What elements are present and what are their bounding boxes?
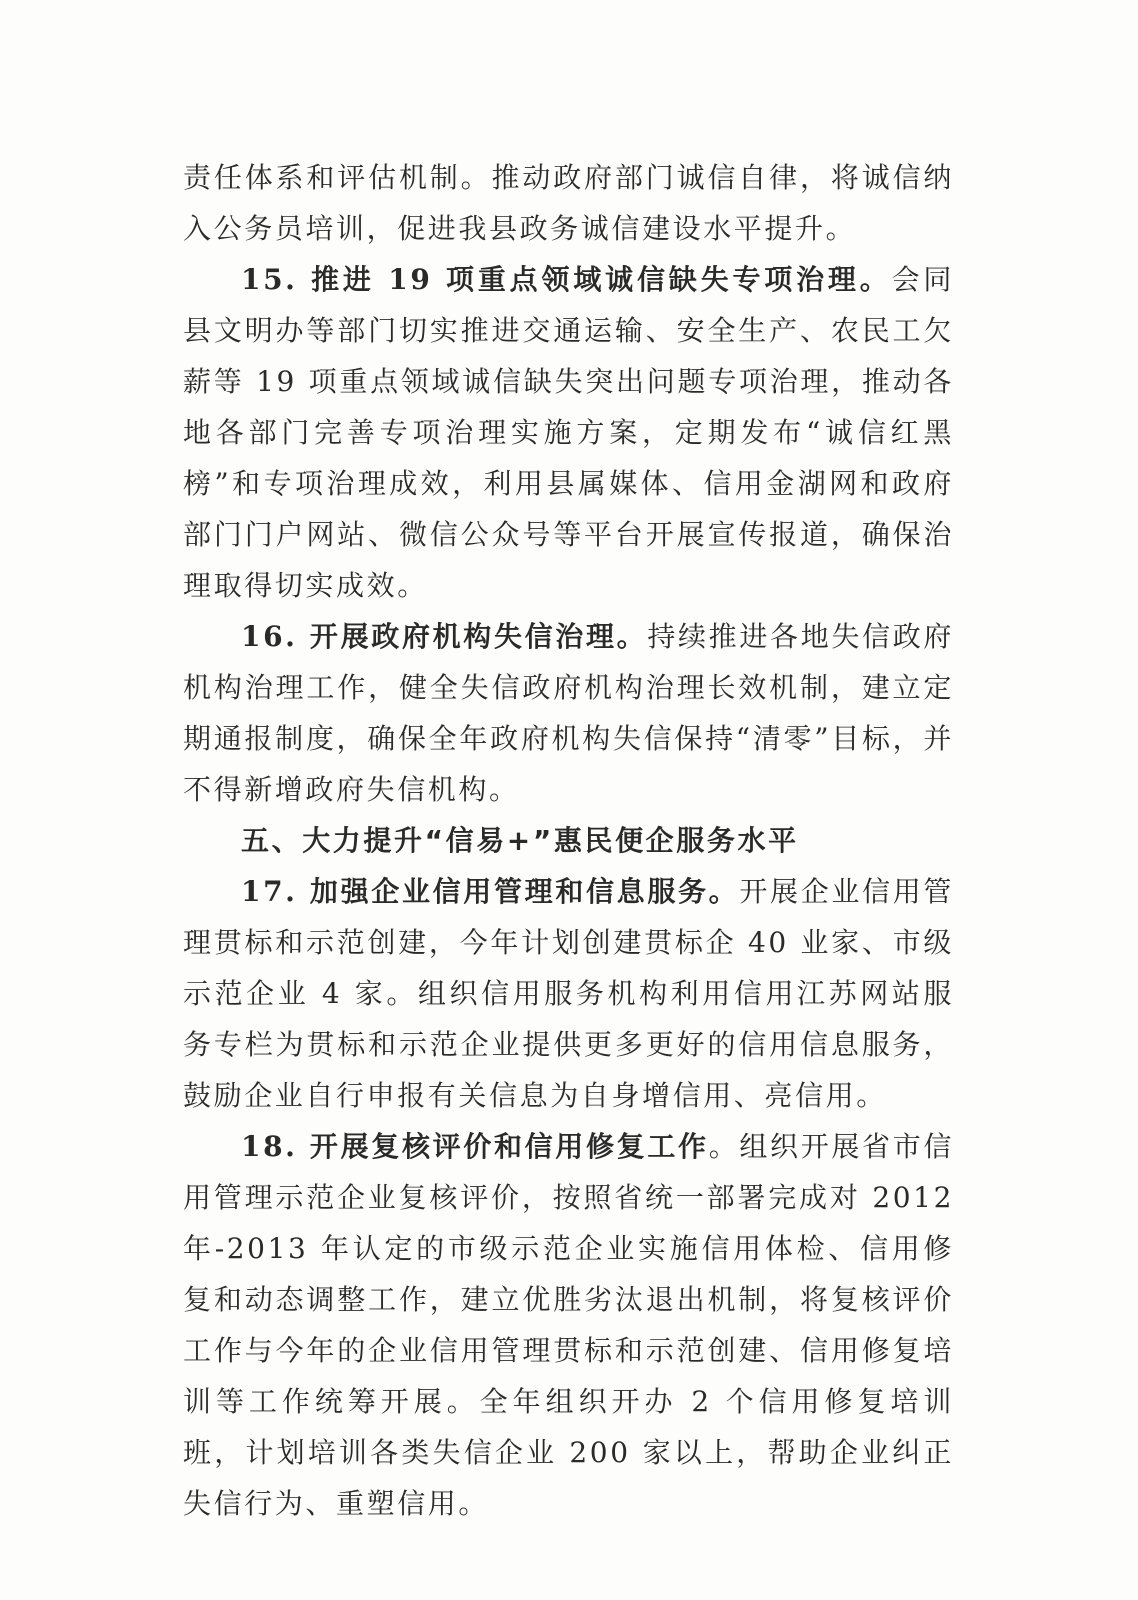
paragraph-continued: 责任体系和评估机制。推动政府部门诚信自律，将诚信纳入公务员培训，促进我县政务诚信建设水平提升。 bbox=[183, 161, 954, 245]
item-18-title: 18. 开展复核评价和信用修复工作 bbox=[241, 1130, 709, 1163]
item-15 bbox=[183, 254, 954, 611]
item-16-title: 16. 开展政府机构失信治理。 bbox=[241, 620, 648, 653]
item-17-body: 开展企业信用管理贯标和示范创建，今年计划创建贯标企 40 业家、市级示范企业 4 家。组织信用服务机构利用信用江苏网站服务专栏为贯标和示范企业提供更多更好的信用信息服务，鼓励企业自行申报有关信息为自身增信用、亮信用。 bbox=[183, 875, 954, 1112]
item-16 bbox=[183, 611, 954, 815]
item-18 bbox=[183, 1121, 954, 1529]
item-16-body: 持续推进各地失信政府机构治理工作，健全失信政府机构治理长效机制，建立定期通报制度，确保全年政府机构失信保持“清零”目标，并不得新增政府失信机构。 bbox=[183, 620, 954, 806]
item-17-title: 17. 加强企业信用管理和信息服务。 bbox=[241, 875, 740, 908]
item-15-body: 会同县文明办等部门切实推进交通运输、安全生产、农民工欠薪等 19 项重点领域诚信缺失突出问题专项治理，推动各地各部门完善专项治理实施方案，定期发布“诚信红黑榜”和专项治理成效，利用县属媒体、信用金湖网和政府部门门户网站、微信公众号等平台开展宣传报道，确保治理取得切实成效。 bbox=[183, 263, 955, 602]
item-15-title: 15. 推进 19 项重点领域诚信缺失专项治理。 bbox=[241, 263, 892, 296]
item-18-body: 。组织开展省市信用管理示范企业复核评价，按照省统一部署完成对 2012 年-2013 年认定的市级示范企业实施信用体检、信用修复和动态调整工作，建立优胜劣汰退出机制，将复核评价工作与今年的企业信用管理贯标和示范创建、信用修复培训等工作统筹开展。全年组织开办 2 个信用修复培训班，计划培训各类失信企业 200 家以上，帮助企业纠正失信行为、重塑信用。 bbox=[183, 1130, 954, 1520]
section-5-heading: 五、大力提升“信易+”惠民便企服务水平 bbox=[241, 824, 799, 857]
item-17 bbox=[183, 866, 954, 1121]
